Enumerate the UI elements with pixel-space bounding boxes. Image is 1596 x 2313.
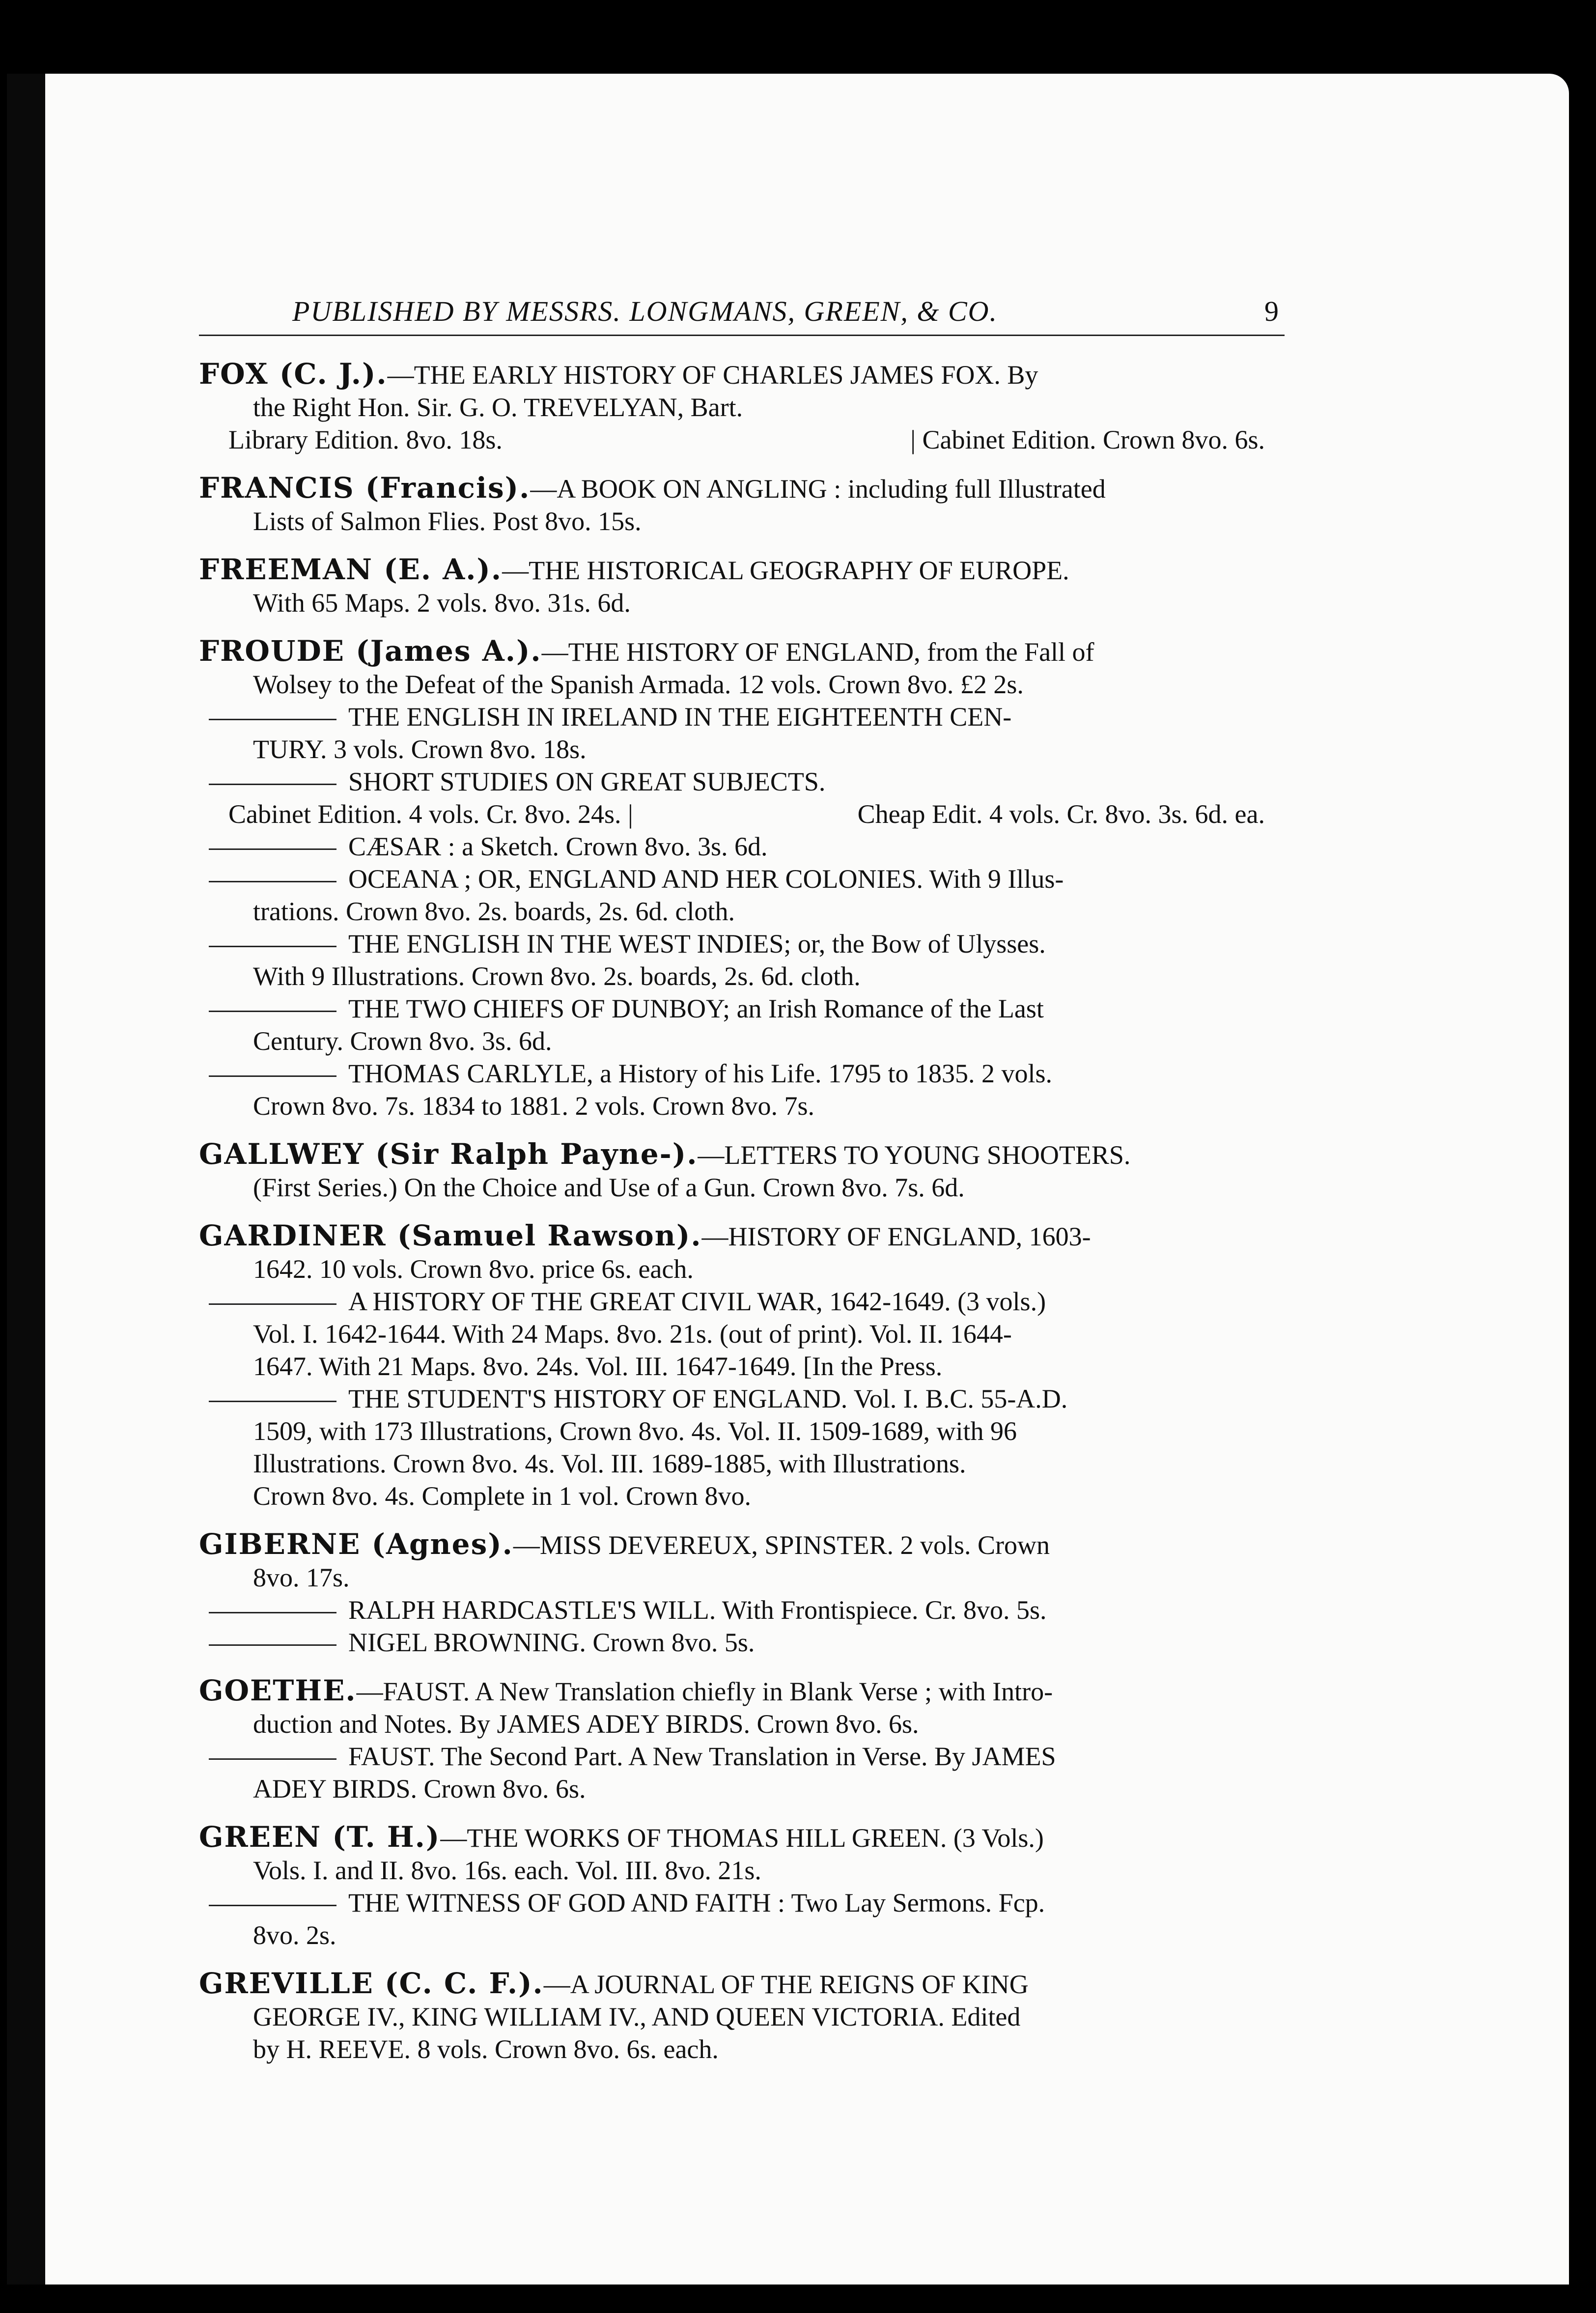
entry-text: THE ENGLISH IN IRELAND IN THE EIGHTEENTH CEN- [348, 702, 1012, 732]
page-column [199, 295, 1285, 2081]
catalogue-entry-giberne [199, 1528, 1285, 1659]
page-number: 9 [1264, 295, 1280, 327]
entry-line [199, 765, 1285, 798]
entry-text: FAUST. The Second Part. A New Translation in Verse. By JAMES [348, 1742, 1056, 1771]
catalogue-entry-freeman [199, 553, 1285, 619]
author-name: GARDINER (Samuel Rawson). [199, 1219, 702, 1252]
entry-line [199, 1821, 1285, 1854]
entry-line [199, 553, 1285, 587]
entry-text: NIGEL BROWNING. Crown 8vo. 5s. [348, 1628, 755, 1657]
entry-line [199, 472, 1285, 505]
entry-line: TURY. 3 vols. Crown 8vo. 18s. [253, 734, 587, 764]
catalogue-entry-francis [199, 472, 1285, 537]
entry-line: 1509, with 173 Illustrations, Crown 8vo. 4s. Vol. II. 1509-1689, with 96 [253, 1416, 1017, 1446]
entry-line: Century. Crown 8vo. 3s. 6d. [253, 1026, 552, 1056]
entry-line: With 65 Maps. 2 vols. 8vo. 31s. 6d. [253, 588, 631, 618]
ditto-dash [209, 848, 336, 850]
ditto-dash [209, 1758, 336, 1760]
entry-text: —A JOURNAL OF THE REIGNS OF KING [543, 1970, 1029, 1999]
entry-line [199, 1626, 1285, 1659]
entry-line: Lists of Salmon Flies. Post 8vo. 15s. [253, 507, 642, 536]
entry-line [199, 1285, 1285, 1318]
entry-line [199, 1138, 1285, 1171]
entry-line: Wolsey to the Defeat of the Spanish Armada. 12 vols. Crown 8vo. £2 2s. [253, 670, 1024, 699]
author-name: GIBERNE (Agnes). [199, 1527, 513, 1561]
entry-text: | Cabinet Edition. Crown 8vo. 6s. [910, 425, 1265, 454]
ditto-dash [209, 784, 336, 785]
ditto-dash [209, 881, 336, 882]
entry-line: the Right Hon. Sir. G. O. TREVELYAN, Bart. [253, 393, 743, 422]
entry-text: THE WITNESS OF GOD AND FAITH : Two Lay Sermons. Fcp. [348, 1888, 1045, 1918]
entry-line: Crown 8vo. 7s. 1834 to 1881. 2 vols. Crown 8vo. 7s. [253, 1091, 815, 1121]
entry-line [199, 1887, 1285, 1919]
running-head [199, 295, 1285, 336]
entry-text: —FAUST. A New Translation chiefly in Blank Verse ; with Intro- [356, 1677, 1053, 1706]
entry-text: THE TWO CHIEFS OF DUNBOY; an Irish Romance of the Last [348, 994, 1044, 1023]
entry-line: Vol. I. 1642-1644. With 24 Maps. 8vo. 21s. (out of print). Vol. II. 1644- [253, 1319, 1012, 1349]
catalogue-entry-greville [199, 1967, 1285, 2065]
entry-line: Crown 8vo. 4s. Complete in 1 vol. Crown 8vo. [253, 1481, 751, 1511]
ditto-dash [209, 1303, 336, 1305]
entry-line [199, 358, 1285, 391]
entry-text: OCEANA ; OR, ENGLAND AND HER COLONIES. With 9 Illus- [348, 864, 1064, 894]
catalogue-entry-goethe [199, 1674, 1285, 1805]
author-name: GREEN (T. H.) [199, 1820, 441, 1854]
entry-text: THE STUDENT'S HISTORY OF ENGLAND. Vol. I. B.C. 55-A.D. [348, 1384, 1068, 1413]
author-name: FOX (C. J.). [199, 357, 388, 391]
entry-text: THE ENGLISH IN THE WEST INDIES; or, the Bow of Ulysses. [348, 929, 1046, 959]
entry-line [199, 1740, 1285, 1773]
entry-text: RALPH HARDCASTLE'S WILL. With Frontispiece. Cr. 8vo. 5s. [348, 1595, 1047, 1625]
entry-line: ADEY BIRDS. Crown 8vo. 6s. [253, 1774, 586, 1804]
author-name: GREVILLE (C. C. F.). [199, 1967, 544, 2000]
entry-line: 8vo. 17s. [253, 1563, 350, 1592]
entry-text: Library Edition. 8vo. 18s. [228, 425, 503, 454]
entry-line [199, 1528, 1285, 1561]
author-name: FREEMAN (E. A.). [199, 553, 503, 586]
author-name: FRANCIS (Francis). [199, 471, 531, 505]
entry-line: 8vo. 2s. [253, 1920, 336, 1950]
author-name: FROUDE (James A.). [199, 634, 542, 668]
entry-line [199, 798, 1285, 830]
entry-text: Cabinet Edition. 4 vols. Cr. 8vo. 24s. | [228, 799, 633, 829]
entry-line: (First Series.) On the Choice and Use of a Gun. Crown 8vo. 7s. 6d. [253, 1173, 965, 1202]
entry-text: Cheap Edit. 4 vols. Cr. 8vo. 3s. 6d. ea. [857, 799, 1265, 829]
entry-text: —THE HISTORY OF ENGLAND, from the Fall of [541, 637, 1094, 667]
entry-text: —LETTERS TO YOUNG SHOOTERS. [698, 1140, 1131, 1170]
entry-line: by H. REEVE. 8 vols. Crown 8vo. 6s. each. [253, 2034, 719, 2064]
entry-line: GEORGE IV., KING WILLIAM IV., AND QUEEN VICTORIA. Edited [253, 2002, 1021, 2031]
catalogue-entry-gallwey [199, 1138, 1285, 1204]
entry-line: Vols. I. and II. 8vo. 16s. each. Vol. III. 8vo. 21s. [253, 1856, 761, 1885]
entry-line [199, 1674, 1285, 1708]
ditto-dash [209, 719, 336, 720]
entry-line: Illustrations. Crown 8vo. 4s. Vol. III. 1689-1885, with Illustrations. [253, 1449, 966, 1478]
entry-line [199, 863, 1285, 895]
entry-text: —THE EARLY HISTORY OF CHARLES JAMES FOX. By [387, 360, 1038, 390]
entry-line [199, 1382, 1285, 1415]
entry-line [199, 635, 1285, 668]
entry-line: With 9 Illustrations. Crown 8vo. 2s. boards, 2s. 6d. cloth. [253, 961, 861, 991]
entry-line [199, 701, 1285, 733]
entry-text: —THE HISTORICAL GEOGRAPHY OF EUROPE. [502, 556, 1069, 585]
entry-text: CÆSAR : a Sketch. Crown 8vo. 3s. 6d. [348, 832, 768, 861]
entry-line: 1642. 10 vols. Crown 8vo. price 6s. each. [253, 1254, 694, 1284]
entry-line: trations. Crown 8vo. 2s. boards, 2s. 6d. cloth. [253, 897, 735, 926]
catalogue-entry-fox [199, 358, 1285, 456]
entry-line: 1647. With 21 Maps. 8vo. 24s. Vol. III. 1647-1649. [In the Press. [253, 1352, 943, 1381]
ditto-dash [209, 1612, 336, 1613]
entry-line [199, 1594, 1285, 1626]
catalogue-entry-gardiner [199, 1219, 1285, 1512]
entry-text: —MISS DEVEREUX, SPINSTER. 2 vols. Crown [513, 1530, 1050, 1560]
ditto-dash [209, 1905, 336, 1906]
entry-text: —A BOOK ON ANGLING : including full Illustrated [530, 474, 1106, 504]
entry-line [199, 1967, 1285, 2001]
entry-text: —HISTORY OF ENGLAND, 1603- [701, 1222, 1091, 1251]
entry-text: A HISTORY OF THE GREAT CIVIL WAR, 1642-1649. (3 vols.) [348, 1287, 1046, 1316]
ditto-dash [209, 946, 336, 947]
catalogue-entry-froude [199, 635, 1285, 1122]
entry-line [199, 992, 1285, 1025]
entry-line [199, 1057, 1285, 1090]
entry-text: —THE WORKS OF THOMAS HILL GREEN. (3 Vols.) [440, 1823, 1044, 1853]
entry-text: SHORT STUDIES ON GREAT SUBJECTS. [348, 767, 826, 796]
ditto-dash [209, 1011, 336, 1012]
running-head-title: PUBLISHED BY MESSRS. LONGMANS, GREEN, & CO. [292, 295, 998, 327]
ditto-dash [209, 1401, 336, 1402]
book-spine [7, 74, 45, 2285]
author-name: GOETHE. [199, 1674, 357, 1707]
entry-line [199, 423, 1285, 456]
entry-line [199, 1219, 1285, 1253]
ditto-dash [209, 1644, 336, 1646]
entry-text: THOMAS CARLYLE, a History of his Life. 1795 to 1835. 2 vols. [348, 1059, 1053, 1088]
entry-line [199, 928, 1285, 960]
entry-line [199, 830, 1285, 863]
catalogue-entry-green [199, 1821, 1285, 1951]
entry-line: duction and Notes. By JAMES ADEY BIRDS. Crown 8vo. 6s. [253, 1709, 919, 1739]
ditto-dash [209, 1075, 336, 1077]
author-name: GALLWEY (Sir Ralph Payne-). [199, 1137, 698, 1171]
